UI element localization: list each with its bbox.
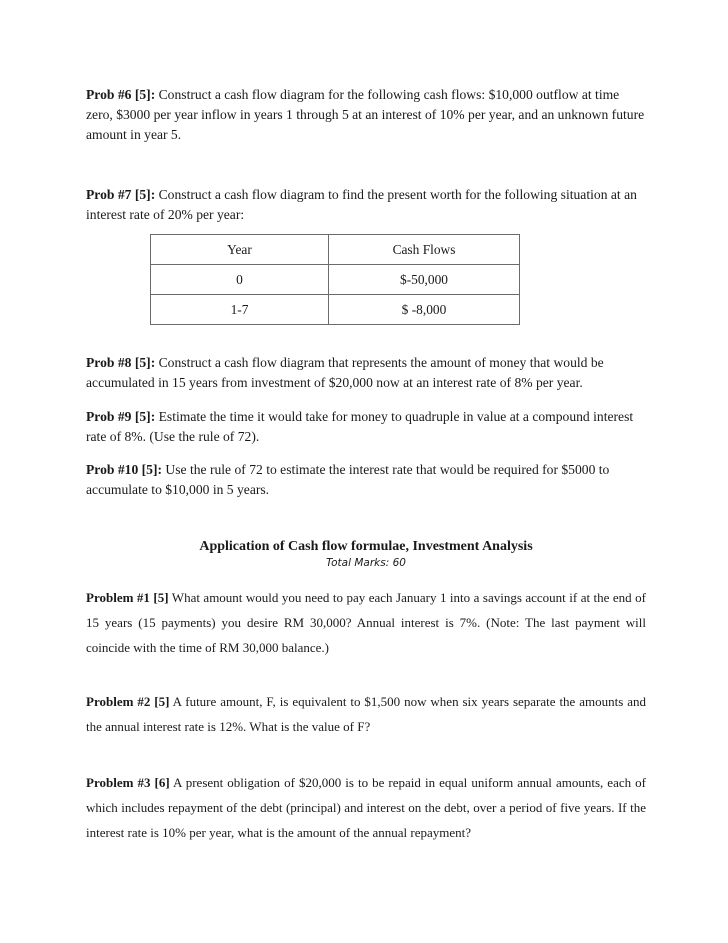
prob9-text: Estimate the time it would take for money to quadruple in value at a compound interest rate of 8%. (Use the rule of 72). [86, 409, 634, 444]
prob6-label: Prob #6 [5]: [86, 87, 156, 102]
prob7-text: Construct a cash flow diagram to find the present worth for the following situation at an interest rate of 20% per year: [86, 187, 637, 222]
problem2-paragraph [86, 689, 646, 739]
problem3-paragraph [86, 770, 646, 845]
section-subtitle: Total Marks: 60 [326, 557, 406, 569]
prob7-label: Prob #7 [5]: [86, 187, 156, 202]
cell-cash-flow: $-50,000 [329, 265, 520, 295]
prob7-paragraph [86, 185, 646, 225]
prob9-label: Prob #9 [5]: [86, 409, 156, 424]
header-cash-flows: Cash Flows [329, 235, 520, 265]
problem1-paragraph [86, 585, 646, 660]
problem3-text: A present obligation of $20,000 is to be repaid in equal uniform annual amounts, each of which includes repayment of the debt (principal) and interest on the debt, over a period of five years. If the interest rate is 10% per year, what is the amount of the annual repayment? [86, 775, 646, 840]
prob6-text: Construct a cash flow diagram for the following cash flows: $10,000 outflow at time zero, $3000 per year inflow in years 1 through 5 at an interest of 10% per year, and an unknown future amount in year 5. [86, 87, 645, 142]
prob8-paragraph [86, 353, 646, 393]
problem3-label: Problem #3 [6] [86, 775, 170, 790]
prob10-label: Prob #10 [5]: [86, 462, 163, 477]
problem1-text: What amount would you need to pay each January 1 into a savings account if at the end of 15 years (15 payments) you desire RM 30,000? Annual interest is 7%. (Note: The last payment will coincide with the time of RM 30,000 balance.) [86, 590, 646, 655]
problem2-label: Problem #2 [5] [86, 694, 170, 709]
table-row [151, 295, 520, 325]
prob6-paragraph [86, 85, 646, 145]
cell-cash-flow: $ -8,000 [329, 295, 520, 325]
header-year: Year [151, 235, 329, 265]
table-header-row [151, 235, 520, 265]
prob9-paragraph [86, 407, 646, 447]
prob10-paragraph [86, 460, 646, 500]
prob10-text: Use the rule of 72 to estimate the interest rate that would be required for $5000 to accumulate to $10,000 in 5 years. [86, 462, 610, 497]
prob8-text: Construct a cash flow diagram that represents the amount of money that would be accumulated in 15 years from investment of $20,000 now at an interest rate of 8% per year. [86, 355, 604, 390]
table-row [151, 265, 520, 295]
cell-year: 0 [151, 265, 329, 295]
section-title: Application of Cash flow formulae, Investment Analysis [199, 539, 533, 554]
cash-flow-table [150, 234, 520, 325]
problem1-label: Problem #1 [5] [86, 590, 169, 605]
cell-year: 1-7 [151, 295, 329, 325]
problem2-text: A future amount, F, is equivalent to $1,500 now when six years separate the amounts and the annual interest rate is 12%. What is the value of F? [86, 694, 646, 734]
prob8-label: Prob #8 [5]: [86, 355, 156, 370]
